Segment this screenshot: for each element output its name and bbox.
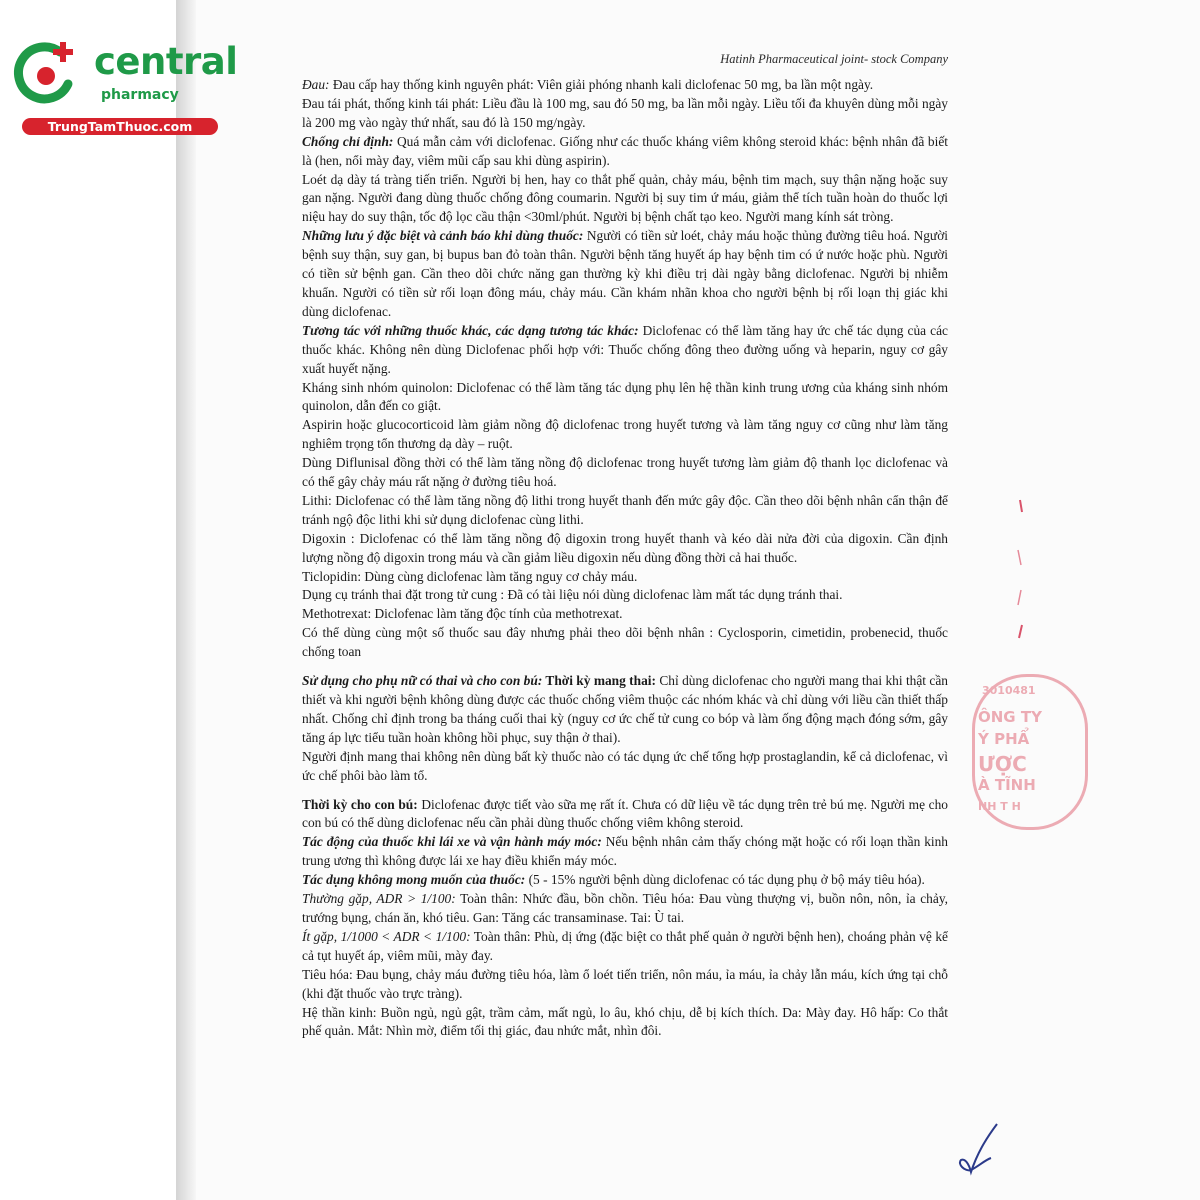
scanner-shadow xyxy=(176,0,196,1200)
interaction-digoxin: Digoxin : Diclofenac có thể làm tăng nồng độ digoxin trong huyết thanh và kéo dài nửa đời của digoxin. Cần định lượng nồng độ digoxin trong máu và cần giảm liều digoxin nếu dùng đồng thời cả hai thuốc. xyxy=(302,530,948,565)
interaction-iud: Dụng cụ tránh thai đặt trong tử cung : Đã có tài liệu nói dùng diclofenac làm mất tác dụng tránh thai. xyxy=(302,587,843,603)
company-header: Hatinh Pharmaceutical joint- stock Company xyxy=(720,52,948,66)
warnings-paragraph xyxy=(302,227,948,322)
driving-label: Tác động của thuốc khi lái xe và vận hành máy móc: xyxy=(302,834,602,850)
interactions-intro: Diclofenac có thể làm tăng hay ức chế tác dụng của các thuốc khác. Không nên dùng Diclofenac phối hợp với: Thuốc chống đông theo đường uống và heparin, nguy cơ gây xuất huyết nặng. xyxy=(302,322,948,376)
lactation-text: Diclofenac được tiết vào sữa mẹ rất ít. Chưa có dữ liệu về tác dụng trên trẻ bú mẹ. Người mẹ cho con bú có thể dùng diclofenac nếu cần phải dùng thuốc chống viêm không steroid. xyxy=(302,796,949,831)
adverse-gi-paragraph: Tiêu hóa: Đau bụng, chảy máu đường tiêu hóa, làm ổ loét tiến triển, nôn máu, ỉa máu, ỉa chảy lẫn máu, kích ứng tại chỗ (khi đặt thuốc vào trực tràng). xyxy=(302,966,948,1001)
adverse-common-paragraph xyxy=(302,890,948,928)
interaction-quinolon: Kháng sinh nhóm quinolon: Diclofenac có thể làm tăng tác dụng phụ lên hệ thần kinh trung ương của kháng sinh nhóm quinolon, dẫn đến co giật. xyxy=(302,379,948,414)
driving-text: Nếu bệnh nhân cảm thấy chóng mặt hoặc có rối loạn thần kinh trung ương thì không được lái xe hay điều khiển máy móc. xyxy=(302,834,948,869)
company-stamp xyxy=(968,664,1042,824)
signature-mark xyxy=(955,1120,1005,1180)
stamp-line-2: Ý PHẨ xyxy=(978,730,1030,748)
pregnancy-label: Sử dụng cho phụ nữ có thai và cho con bú: xyxy=(302,673,543,689)
central-pharmacy-logo[interactable] xyxy=(10,36,238,136)
stamp-line-4: À TĨNH xyxy=(978,776,1036,794)
adverse-uncommon-paragraph xyxy=(302,928,948,966)
interactions-paragraph xyxy=(302,322,948,379)
adverse-label: Tác dụng không mong muốn của thuốc: xyxy=(302,872,526,888)
pain-recurrent-paragraph: Đau tái phát, thống kinh tái phát: Liều đầu là 100 mg, sau đó 50 mg, ba lần mỗi ngày. Liều tối đa khuyên dùng mỗi ngày là 200 mg vào ngày thứ nhất, sau đó là 150 mg/ngày. xyxy=(302,95,948,130)
logo-subtitle: pharmacy xyxy=(101,87,179,103)
lactation-label: Thời kỳ cho con bú: xyxy=(302,796,418,812)
red-edge-marks xyxy=(1012,490,1028,650)
lactation-paragraph xyxy=(302,796,948,834)
adverse-common-label: Thường gặp, ADR > 1/100: xyxy=(302,891,456,907)
pregnancy-sublabel: Thời kỳ mang thai: xyxy=(542,673,656,689)
pain-label: Đau: xyxy=(302,77,330,92)
interaction-diflunisal: Dùng Diflunisal đồng thời có thể làm tăng nồng độ diclofenac trong huyết tương làm giảm độ thanh lọc diclofenac và có thể gây chảy máu rất nặng ở đường tiêu hoá. xyxy=(302,455,948,490)
interaction-lithi: Lithi: Diclofenac có thể làm tăng nồng độ lithi trong huyết thanh đến mức gây độc. Cần theo dõi bệnh nhân cẩn thận để tránh ngộ độc lithi khi sử dụng diclofenac cùng lithi. xyxy=(302,492,948,527)
adverse-uncommon-label: Ít gặp, 1/1000 < ADR < 1/100: xyxy=(302,928,471,944)
stamp-line-1: ÔNG TY xyxy=(978,708,1042,726)
logo-brand-name: central xyxy=(94,40,238,83)
stamp-line-3: ƯỢC xyxy=(978,752,1027,776)
adverse-neuro-paragraph: Hệ thần kinh: Buồn ngủ, ngủ gật, trầm cảm, mất ngủ, lo âu, khó chịu, dễ bị kích thích. Da: Mày đay. Hô hấp: Co thắt phế quản. Mắt: Nhìn mờ, điểm tối thị giác, đau nhức mắt, nhìn đôi. xyxy=(302,1004,948,1039)
logo-emblem-icon xyxy=(10,38,82,110)
adverse-common-text: Toàn thân: Nhức đầu, bồn chồn. Tiêu hóa: Đau vùng thượng vị, buồn nôn, nôn, ỉa chảy, trướng bụng, chán ăn, khó tiêu. Gan: Tăng các transaminase. Tai: Ù tai. xyxy=(302,891,948,925)
adverse-uncommon-text: Toàn thân: Phù, dị ứng (đặc biệt co thắt phế quản ở người bệnh hen), choáng phản vệ kể cả tụt huyết áp, viêm mũi, mày đay. xyxy=(302,928,949,963)
logo-website[interactable]: TrungTamThuoc.com xyxy=(22,118,218,135)
pain-text: Đau cấp hay thống kinh nguyên phát: Viên giải phóng nhanh kali diclofenac 50 mg, ba lần một ngày. xyxy=(329,77,874,92)
interaction-others: Có thể dùng cùng một số thuốc sau đây nhưng phải theo dõi bệnh nhân : Cyclosporin, cimetidin, probenecid, thuốc chống toan xyxy=(302,625,948,660)
interaction-ticlopidin: Ticlopidin: Dùng cùng diclofenac làm tăng nguy cơ chảy máu. xyxy=(302,568,638,584)
document-body xyxy=(302,76,948,1041)
interaction-methotrexat: Methotrexat: Diclofenac làm tăng độc tính của methotrexat. xyxy=(302,606,623,622)
pregnancy-paragraph-2: Người định mang thai không nên dùng bất kỳ thuốc nào có tác dụng ức chế tổng hợp prostaglandin, kể cả diclofenac, vì ức chế phôi bào làm tổ. xyxy=(302,748,948,783)
interaction-aspirin: Aspirin hoặc glucocorticoid làm giảm nồng độ diclofenac trong huyết tương và làm tăng nguy cơ cũng như làm tăng nghiêm trọng tổn thương dạ dày – ruột. xyxy=(302,417,948,452)
adverse-text: (5 - 15% người bệnh dùng diclofenac có tác dụng phụ ở bộ máy tiêu hóa). xyxy=(525,872,925,888)
contraindications-label: Chống chỉ định: xyxy=(302,133,394,149)
contraindications-paragraph-2: Loét dạ dày tá tràng tiến triển. Người bị hen, hay co thắt phế quản, chảy máu, bệnh tim mạch, suy thận nặng hoặc suy gan nặng. Người đang dùng thuốc chống đông coumarin. Người bị suy tim ứ máu, giảm thể tích tuần hoàn do thuốc lợi niệu hay do suy thận, tốc độ lọc cầu thận <30ml/phút. Người bị bệnh chất tạo keo. Người mang kính sát tròng. xyxy=(302,171,948,225)
contraindications-paragraph xyxy=(302,133,948,171)
stamp-line-5: NH T H xyxy=(978,800,1021,813)
contraindications-text: Quá mẫn cảm với diclofenac. Giống như các thuốc kháng viêm không steroid khác: bệnh nhân đã biết là (hen, nổi mày đay, viêm mũi cấp sau khi dùng aspirin). xyxy=(302,133,948,168)
interactions-label: Tương tác với những thuốc khác, các dạng tương tác khác: xyxy=(302,322,639,338)
stamp-code: 3010481 xyxy=(982,684,1036,697)
pregnancy-paragraph xyxy=(302,672,948,748)
pregnancy-text: Chỉ dùng diclofenac cho người mang thai khi thật cần thiết và khi người bệnh không dùng được các thuốc chống viêm thuộc các nhóm khác và chỉ dùng với liều cần thiết thấp nhất. Chống chỉ định trong ba tháng cuối thai kỳ (nguy cơ ức chế tử cung co bóp và làm ống động mạch đóng sớm, gây tăng áp lực tiểu tuần hoàn không hồi phục, suy thận ở thai). xyxy=(302,673,948,745)
adverse-paragraph xyxy=(302,871,948,890)
warnings-label: Những lưu ý đặc biệt và cảnh báo khi dùng thuốc: xyxy=(302,228,584,244)
pain-paragraph xyxy=(302,76,948,95)
warnings-text: Người có tiền sử loét, chảy máu hoặc thủng đường tiêu hoá. Người bệnh suy thận, suy gan, bị bupus ban đỏ toàn thân. Người bệnh tăng huyết áp hay bệnh tim có ứ nước hoặc phù. Người có tiền sử bệnh gan. Cần theo dõi chức năng gan thường kỳ khi điều trị dài ngày bằng diclofenac. Người bị nhiễm khuẩn. Người có tiền sử rối loạn đông máu, chảy máu. Cần khám nhãn khoa cho người bệnh bị rối loạn thị giác khi dùng diclofenac. xyxy=(302,228,948,319)
driving-paragraph xyxy=(302,833,948,871)
